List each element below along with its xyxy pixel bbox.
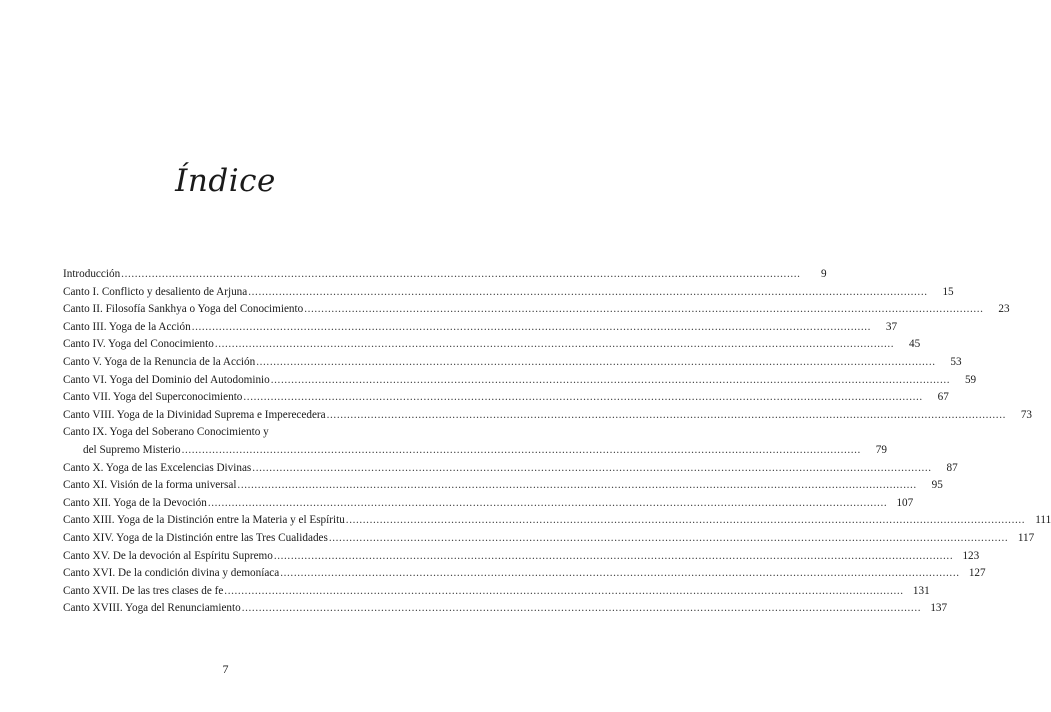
toc-entry bbox=[63, 583, 930, 601]
toc-entry-text: Canto IX. Yoga del Soberano Conocimiento y bbox=[63, 426, 269, 439]
toc-entry-text-continued: del Supremo Misterio bbox=[83, 443, 181, 456]
toc-entry-text: Introducción bbox=[63, 268, 121, 280]
toc-page-number: 127 bbox=[968, 567, 986, 580]
toc-page-number: 53 bbox=[950, 355, 962, 368]
toc-entry bbox=[63, 319, 898, 337]
toc-page-number: 123 bbox=[962, 549, 980, 562]
table-of-contents bbox=[63, 266, 1051, 618]
dot-leader: ........................................................................................................................................................................................................ bbox=[191, 320, 872, 333]
dot-leader: ........................................................................................................................................................................................................ bbox=[256, 355, 936, 368]
dot-leader: ........................................................................................................................................................................................................ bbox=[326, 408, 1006, 421]
toc-entry bbox=[63, 512, 1051, 530]
toc-page-number: 117 bbox=[1017, 531, 1035, 544]
toc-entry bbox=[63, 284, 954, 302]
toc-entry bbox=[63, 600, 948, 618]
toc-entry-text: Canto XIII. Yoga de la Distinción entre la Materia y el Espíritu bbox=[63, 514, 345, 527]
toc-entry-text: Canto IV. Yoga del Conocimiento bbox=[63, 338, 214, 351]
toc-entry-text: Canto XVIII. Yoga del Renunciamiento bbox=[63, 602, 241, 615]
toc-entry-text: Canto VI. Yoga del Dominio del Autodominio bbox=[63, 373, 270, 386]
dot-leader: ........................................................................................................................................................................................................ bbox=[241, 602, 922, 615]
toc-entry-text: Canto XII. Yoga de la Devoción bbox=[63, 496, 207, 509]
toc-page-number: 79 bbox=[875, 443, 887, 456]
dot-leader: ........................................................................................................................................................................................................ bbox=[243, 391, 923, 404]
dot-leader: ........................................................................................................................................................................................................ bbox=[280, 567, 960, 580]
toc-page-number: 23 bbox=[998, 303, 1010, 316]
toc-entry bbox=[63, 495, 914, 513]
toc-entry bbox=[63, 424, 887, 459]
toc-entry-text: Canto V. Yoga de la Renuncia de la Acción bbox=[63, 355, 256, 368]
toc-page-number: 45 bbox=[909, 338, 921, 351]
dot-leader: ........................................................................................................................................................................................................ bbox=[224, 584, 904, 597]
toc-entry bbox=[63, 372, 977, 390]
page-number: 7 bbox=[222, 662, 229, 676]
toc-entry bbox=[63, 530, 1035, 548]
toc-entry bbox=[63, 477, 943, 495]
dot-leader: ........................................................................................................................................................................................................ bbox=[345, 514, 1026, 527]
toc-entry bbox=[63, 460, 958, 478]
dot-leader: ........................................................................................................................................................................................................ bbox=[248, 285, 928, 298]
toc-entry-text: Canto X. Yoga de las Excelencias Divinas bbox=[63, 461, 252, 474]
toc-page-number: 37 bbox=[885, 320, 898, 333]
toc-page-number: 107 bbox=[896, 496, 914, 509]
dot-leader: ........................................................................................................................................................................................................ bbox=[328, 531, 1009, 544]
dot-leader: ........................................................................................................................................................................................................ bbox=[121, 268, 801, 280]
toc-page-number: 111 bbox=[1035, 514, 1051, 527]
toc-entry-text: Canto XI. Visión de la forma universal bbox=[63, 479, 237, 492]
toc-entry bbox=[63, 354, 962, 372]
toc-page-number: 73 bbox=[1020, 408, 1032, 421]
toc-entry-text: Canto VIII. Yoga de la Divinidad Suprema e Imperecedera bbox=[63, 408, 326, 421]
toc-page-number: 137 bbox=[930, 602, 948, 615]
toc-entry-text: Canto III. Yoga de la Acción bbox=[63, 320, 191, 333]
toc-entry-text: Canto XVI. De la condición divina y demoníaca bbox=[63, 567, 280, 580]
toc-entry bbox=[63, 407, 1032, 425]
toc-entry-text: Canto XIV. Yoga de la Distinción entre las Tres Cualidades bbox=[63, 531, 328, 544]
toc-page-number: 67 bbox=[937, 391, 949, 404]
toc-page-number: 95 bbox=[931, 479, 943, 492]
toc-page-number: 87 bbox=[946, 461, 958, 474]
toc-entry bbox=[63, 548, 980, 566]
toc-page-number: 59 bbox=[964, 373, 977, 386]
toc-entry bbox=[63, 565, 986, 583]
dot-leader: ........................................................................................................................................................................................................ bbox=[270, 373, 951, 386]
toc-entry-text: Canto XVII. De las tres clases de fe bbox=[63, 584, 224, 597]
dot-leader: ........................................................................................................................................................................................................ bbox=[207, 496, 888, 509]
toc-entry-text: Canto XV. De la devoción al Espíritu Supremo bbox=[63, 549, 273, 562]
toc-entry-text: Canto I. Conflicto y desaliento de Arjuna bbox=[63, 285, 248, 298]
dot-leader: ........................................................................................................................................................................................................ bbox=[214, 338, 895, 351]
toc-entry-text: Canto II. Filosofía Sankhya o Yoga del Conocimiento bbox=[63, 303, 304, 316]
dot-leader: ........................................................................................................................................................................................................ bbox=[181, 443, 861, 456]
dot-leader: ........................................................................................................................................................................................................ bbox=[252, 461, 932, 474]
page-title: Índice bbox=[175, 163, 276, 199]
toc-entry bbox=[63, 266, 827, 284]
toc-page-number: 131 bbox=[912, 584, 930, 597]
toc-page-number: 9 bbox=[820, 268, 827, 280]
dot-leader: ........................................................................................................................................................................................................ bbox=[273, 549, 954, 562]
toc-entry bbox=[63, 389, 949, 407]
toc-entry bbox=[63, 336, 921, 354]
dot-leader: ........................................................................................................................................................................................................ bbox=[304, 303, 984, 316]
dot-leader: ........................................................................................................................................................................................................ bbox=[237, 479, 917, 492]
toc-entry bbox=[63, 301, 1010, 319]
toc-page-number: 15 bbox=[942, 285, 954, 298]
toc-entry-text: Canto VII. Yoga del Superconocimiento bbox=[63, 391, 243, 404]
